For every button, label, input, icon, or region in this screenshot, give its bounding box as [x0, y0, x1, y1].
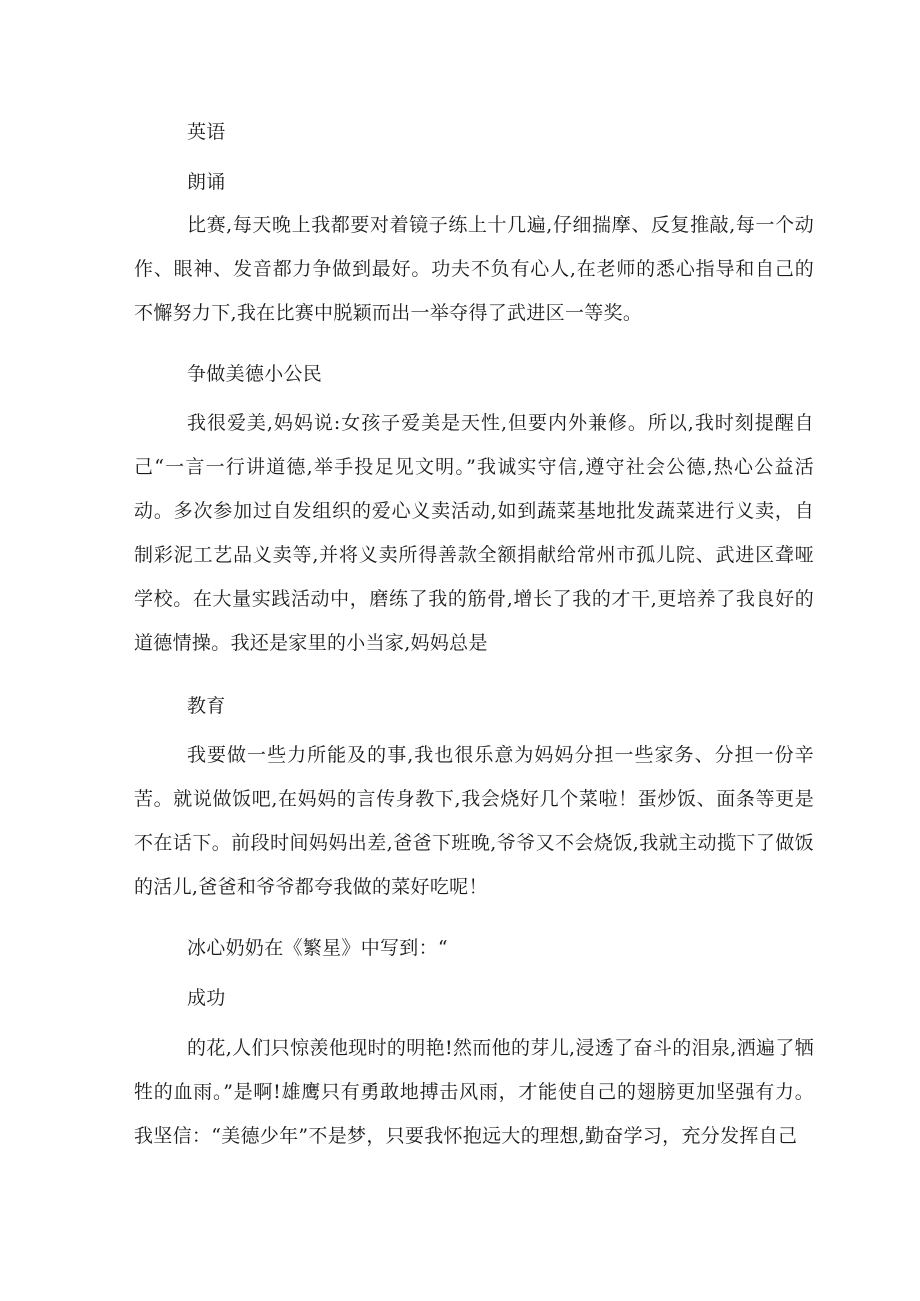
paragraph-competition: 比赛,每天晚上我都要对着镜子练上十几遍,仔细揣摩、反复推敲,每一个动作、眼神、发音都力争做到最好。功夫不负有心人,在老师的悉心指导和自己的不懈努力下,我在比赛中脱颖而出一举夺得了武进区一等奖。: [134, 214, 814, 324]
paragraph-flower: 的花,人们只惊羡他现时的明艳!然而他的芽儿,浸透了奋斗的泪泉,洒遍了牺牲的血雨。”是啊!雄鹰只有勇敢地搏击风雨，才能使自己的翅膀更加坚强有力。我坚信：“美德少年”不是梦，只要我怀抱远大的理想,勤奋学习，充分发挥自己: [134, 1037, 814, 1147]
paragraph-beauty: 我很爱美,妈妈说:女孩子爱美是天性,但要内外兼修。所以,我时刻提醒自己“一言一行讲道德,举手投足见文明。”我诚实守信,遵守社会公德,热心公益活动。多次参加过自发组织的爱心义卖活动,如到蔬菜基地批发蔬菜进行义卖，自制彩泥工艺品义卖等,并将义卖所得善款全额捐献给常州市孤儿院、武进区聋哑学校。在大量实践活动中，磨练了我的筋骨,增长了我的才干,更培养了我良好的道德情操。我还是家里的小当家,妈妈总是: [134, 412, 814, 654]
paragraph-bingxin-quote: 冰心奶奶在《繁星》中写到：“: [187, 937, 448, 959]
paragraph-english: 英语: [187, 121, 226, 143]
paragraph-housework: 我要做一些力所能及的事,我也很乐意为妈妈分担一些家务、分担一份辛苦。就说做饭吧,在妈妈的言传身教下,我会烧好几个菜啦！蛋炒饭、面条等更是不在话下。前段时间妈妈出差,爸爸下班晚,爷爷又不会烧饭,我就主动揽下了做饭的活儿,爸爸和爷爷都夸我做的菜好吃呢！: [134, 744, 814, 898]
paragraph-education: 教育: [187, 695, 226, 717]
paragraph-recitation: 朗诵: [187, 171, 226, 193]
paragraph-success: 成功: [187, 987, 226, 1009]
section-heading-virtue: 争做美德小公民: [187, 363, 323, 385]
